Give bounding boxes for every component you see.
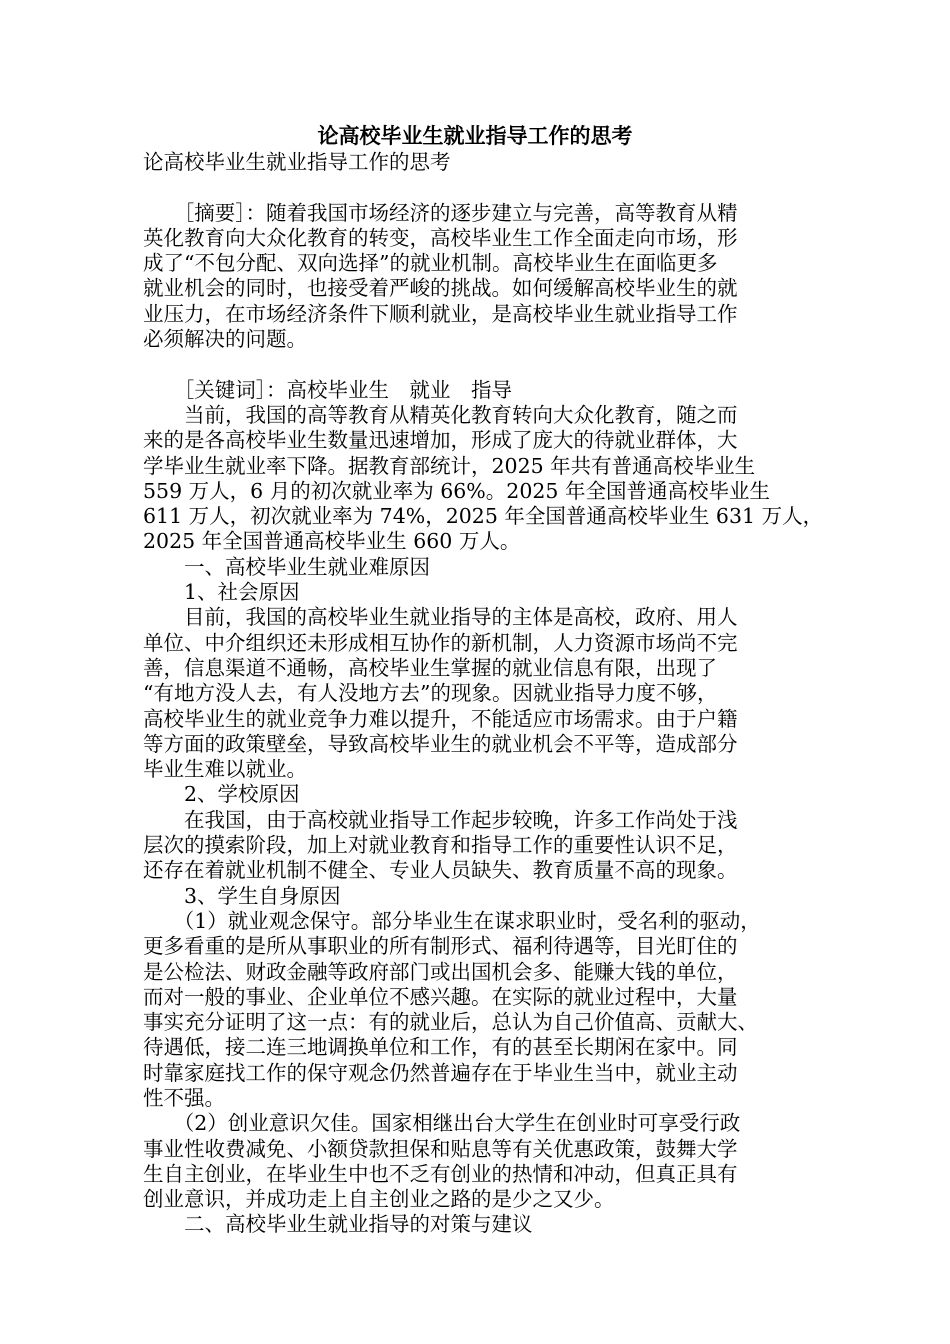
document-body	[143, 150, 823, 1238]
blank-line	[143, 175, 823, 200]
document-title: 论高校毕业生就业指导工作的思考	[317, 123, 633, 148]
text-line: ［关键词］：高校毕业生 就业 指导	[143, 377, 512, 402]
text-line: 2、学校原因	[143, 782, 300, 807]
text-line: 在我国，由于高校就业指导工作起步较晚，许多工作尚处于浅	[143, 807, 738, 832]
text-line: 生自主创业，在毕业生中也不乏有创业的热情和冲动，但真正具有	[143, 1161, 738, 1186]
text-line: 当前，我国的高等教育从精英化教育转向大众化教育，随之而	[143, 402, 738, 427]
text-line: 目前，我国的高校毕业生就业指导的主体是高校，政府、用人	[143, 605, 738, 630]
text-line: 时靠家庭找工作的保守观念仍然普遍存在于毕业生当中，就业主动	[143, 1060, 738, 1085]
text-line: ［摘要］：随着我国市场经济的逐步建立与完善，高等教育从精	[143, 200, 738, 225]
text-line: 1、社会原因	[143, 580, 300, 605]
text-line: 就业机会的同时，也接受着严峻的挑战。如何缓解高校毕业生的就	[143, 276, 738, 301]
text-line: 学毕业生就业率下降。据教育部统计，2025 年共有普通高校毕业生	[143, 453, 756, 478]
text-line: 3、学生自身原因	[143, 883, 341, 908]
text-line: 单位、中介组织还未形成相互协作的新机制，人力资源市场尚不完	[143, 630, 738, 655]
text-line: 等方面的政策壁垒，导致高校毕业生的就业机会不平等，造成部分	[143, 731, 738, 756]
blank-line	[143, 352, 823, 377]
text-line: “有地方没人去，有人没地方去”的现象。因就业指导力度不够，	[143, 681, 718, 706]
text-line: 二、高校毕业生就业指导的对策与建议	[143, 1212, 533, 1237]
text-line: 性不强。	[143, 1085, 225, 1110]
text-line: 高校毕业生的就业竞争力难以提升，不能适应市场需求。由于户籍	[143, 706, 738, 731]
text-line: 事业性收费减免、小额贷款担保和贴息等有关优惠政策，鼓舞大学	[143, 1136, 738, 1161]
text-line: 一、高校毕业生就业难原因	[143, 554, 430, 579]
text-line: （2）创业意识欠佳。国家相继出台大学生在创业时可享受行政	[143, 1111, 741, 1136]
text-line: 善，信息渠道不通畅，高校毕业生掌握的就业信息有限，出现了	[143, 655, 717, 680]
text-line: 更多看重的是所从事职业的所有制形式、福利待遇等，目光盯住的	[143, 934, 738, 959]
text-line: 2025 年全国普通高校毕业生 660 万人。	[143, 529, 521, 554]
text-line: 层次的摸索阶段，加上对就业教育和指导工作的重要性认识不足，	[143, 833, 738, 858]
text-line: 而对一般的事业、企业单位不感兴趣。在实际的就业过程中，大量	[143, 984, 738, 1009]
text-line: 是公检法、财政金融等政府部门或出国机会多、能赚大钱的单位，	[143, 959, 738, 984]
text-line: 创业意识，并成功走上自主创业之路的是少之又少。	[143, 1187, 615, 1212]
subtitle-line: 论高校毕业生就业指导工作的思考	[143, 150, 451, 174]
text-line: 事实充分证明了这一点：有的就业后，总认为自己价值高、贡献大、	[143, 1010, 758, 1035]
text-line: 还存在着就业机制不健全、专业人员缺失、教育质量不高的现象。	[143, 858, 738, 883]
text-line: （1）就业观念保守。部分毕业生在谋求职业时，受名利的驱动，	[143, 908, 761, 933]
text-line: 业压力，在市场经济条件下顺利就业，是高校毕业生就业指导工作	[143, 301, 738, 326]
text-line: 559 万人，6 月的初次就业率为 66%。2025 年全国普通高校毕业生	[143, 478, 770, 503]
text-line: 成了“不包分配、双向选择”的就业机制。高校毕业生在面临更多	[143, 251, 718, 276]
text-line: 来的是各高校毕业生数量迅速增加，形成了庞大的待就业群体，大	[143, 428, 738, 453]
text-line: 必须解决的问题。	[143, 327, 307, 352]
text-line: 英化教育向大众化教育的转变，高校毕业生工作全面走向市场，形	[143, 225, 738, 250]
text-line: 611 万人，初次就业率为 74%，2025 年全国普通高校毕业生 631 万人，	[143, 504, 824, 529]
text-line: 待遇低，接二连三地调换单位和工作，有的甚至长期闲在家中。同	[143, 1035, 738, 1060]
text-line: 毕业生难以就业。	[143, 757, 307, 782]
